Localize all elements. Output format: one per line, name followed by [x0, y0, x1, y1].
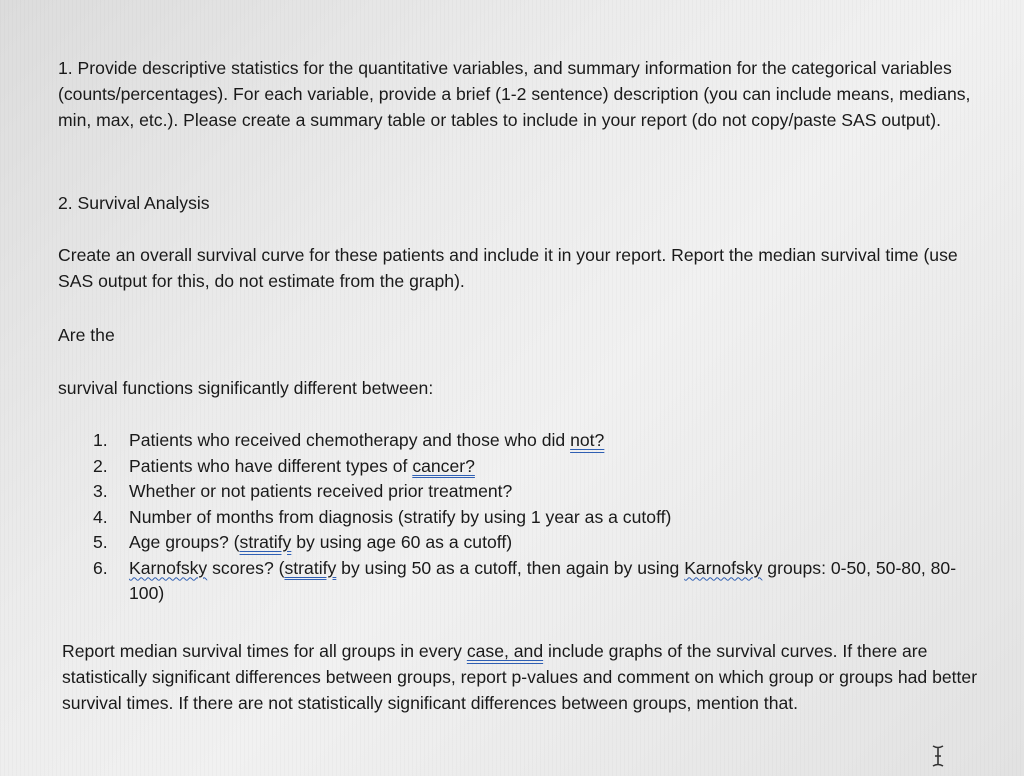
flagged-word[interactable]: stratify: [239, 532, 292, 552]
list-item-number: 4.: [93, 506, 108, 527]
flagged-word[interactable]: stratify: [284, 557, 337, 578]
text-cursor-icon: [930, 744, 946, 768]
closing-text-part: include graphs of the survival curves. If there are statistically significant differences between groups, report p-values and comment on which group or groups had better survival times. If there are not statistically significant differences between groups, mention that.: [62, 641, 978, 713]
section-1-paragraph: 1. Provide descriptive statistics for the quantitative variables, and summary information for the categorical variables (counts/percentages). For each variable, provide a brief (1-2 sentence) description (you can include means, medians, min, max, etc.). Please create a summary table or tables to include in your report (do not copy/paste SAS output).: [58, 58, 971, 130]
list-item-number: 6.: [93, 557, 108, 578]
list-item-text-part: by using age 60 as a cutoff): [291, 532, 513, 552]
survival-intro-paragraph: Create an overall survival curve for these patients and include it in your report. Report the median survival time (use SAS output for this, do not estimate from the graph).: [58, 245, 958, 291]
flagged-word[interactable]: not?: [570, 430, 605, 450]
list-item-text: [129, 454, 973, 480]
list-item-number: 1.: [93, 430, 108, 450]
list-item-text-part: groups: 0-50, 50-80, 80-100): [129, 557, 957, 603]
are-the-line: Are the: [58, 325, 115, 345]
list-item-number: 3.: [93, 481, 108, 501]
list-item-text: [129, 530, 973, 556]
list-item-number: 2.: [93, 455, 108, 476]
list-item-text-part: Age groups? (: [129, 532, 240, 552]
closing-text-part: Report median survival times for all groups in every: [62, 641, 467, 661]
spellcheck-word[interactable]: Karnofsky: [129, 557, 208, 578]
comparison-list: [93, 428, 973, 607]
list-item-text-part: Patients who received chemotherapy and those who did: [129, 430, 571, 450]
flagged-word[interactable]: cancer?: [412, 455, 475, 476]
list-item: [93, 505, 973, 531]
closing-paragraph: [62, 638, 982, 716]
list-item-text-part: scores? (: [207, 557, 285, 578]
section-2-heading: 2. Survival Analysis: [58, 193, 210, 213]
flagged-phrase[interactable]: case, and: [466, 641, 544, 661]
survival-question-line: survival functions significantly different between:: [58, 378, 434, 398]
list-item-text: Number of months from diagnosis (stratify by using 1 year as a cutoff): [129, 506, 672, 527]
list-item: [93, 556, 973, 607]
list-item-text-part: by using 50 as a cutoff, then again by using: [336, 557, 685, 578]
list-item-text: [129, 428, 973, 454]
list-item-text-part: Patients who have different types of: [129, 455, 413, 476]
list-item: [93, 454, 973, 480]
list-item: [93, 530, 973, 556]
list-item-text: Whether or not patients received prior treatment?: [129, 481, 513, 501]
list-item-number: 5.: [93, 532, 108, 552]
list-item: [93, 428, 973, 454]
spellcheck-word[interactable]: Karnofsky: [684, 557, 763, 578]
list-item-text: [129, 556, 973, 607]
list-item: [93, 479, 973, 505]
